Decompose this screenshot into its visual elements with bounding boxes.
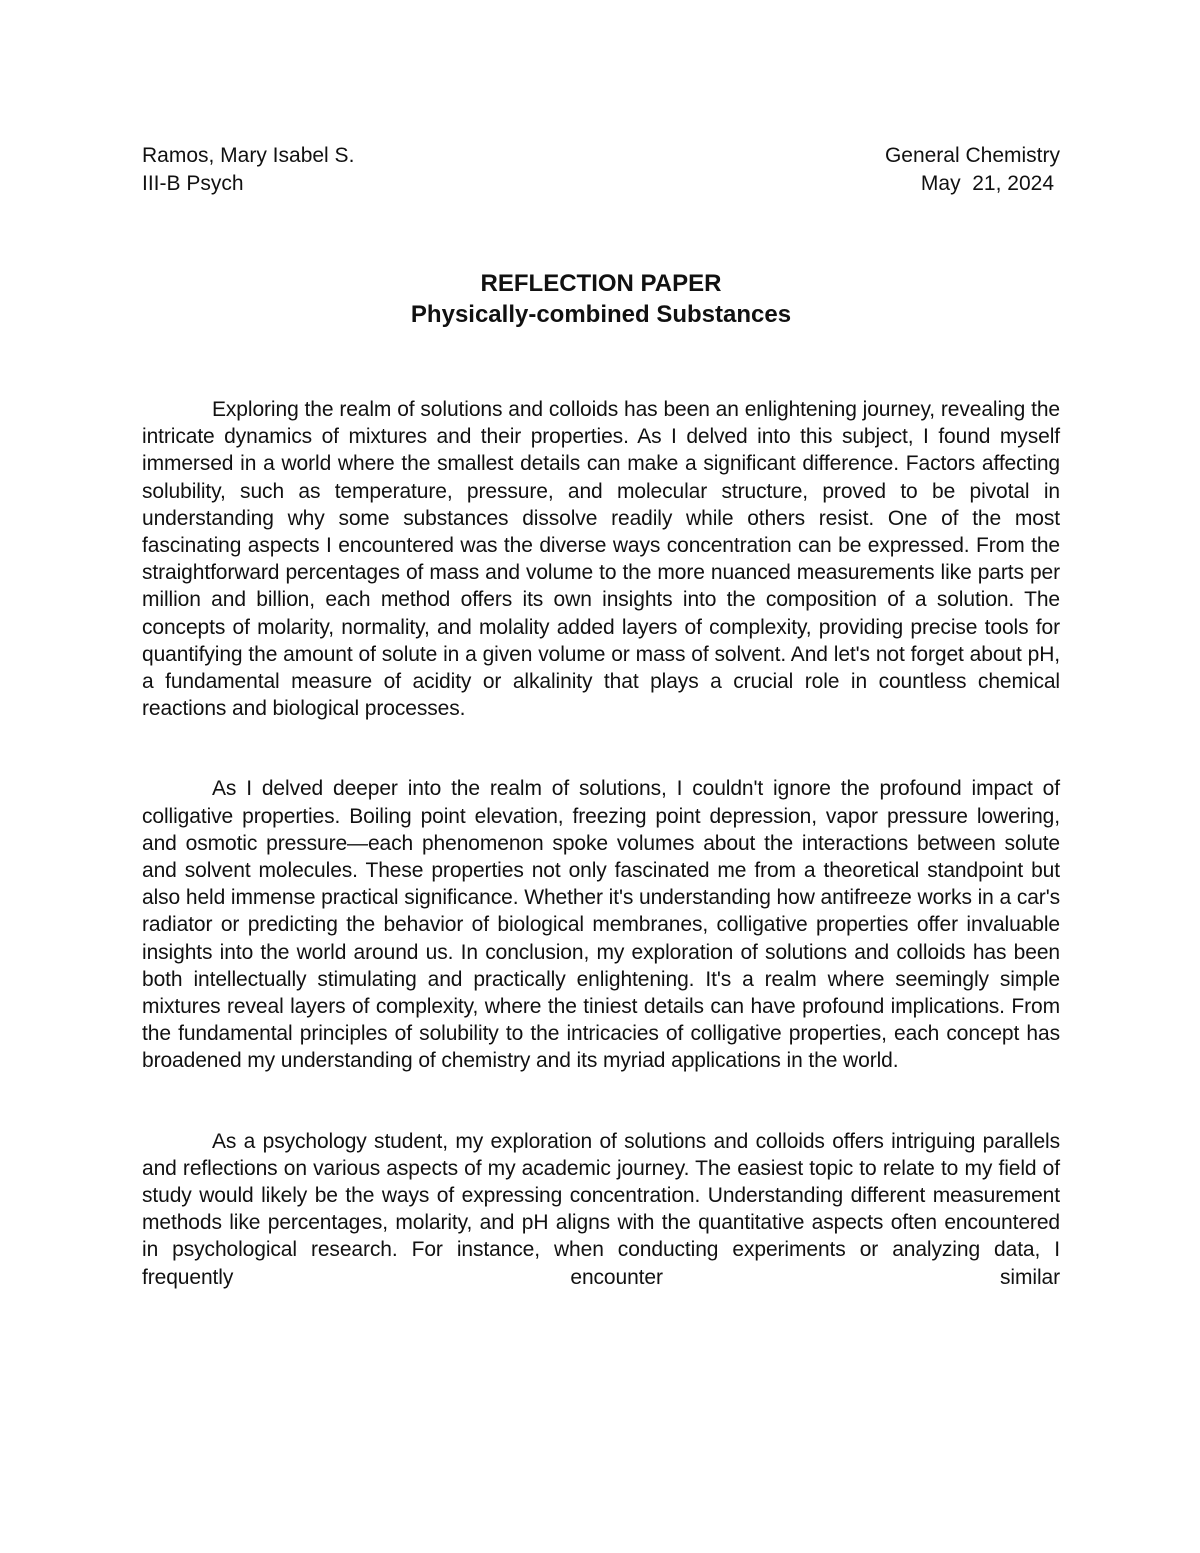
header-row-2 — [142, 170, 1060, 198]
document-subtitle: Physically-combined Substances — [410, 301, 792, 328]
student-section: III-B Psych — [142, 172, 244, 195]
course-name: General Chemistry — [884, 144, 1060, 167]
header-row-1 — [142, 142, 1060, 170]
paragraph-2: As I delved deeper into the realm of solutions, I couldn't ignore the profound impact of colligative properties. Boiling point elevation, freezing point depression, vapor pressure lowering, and osmotic pressure—each phenomenon spoke volumes about the interactions between solute and solvent molecules. These properties not only fascinated me from a theoretical standpoint but also held immense practical significance. Whether it's understanding how antifreeze works in a car's radiator or predicting the behavior of biological membranes, colligative properties offer invaluable insights into the world around us. In conclusion, my exploration of solutions and colloids has been both intellectually stimulating and practically enlightening. It's a realm where seemingly simple mixtures reveal layers of complexity, where the tiniest details can have profound implications. From the fundamental principles of solubility to the intricacies of colligative properties, each concept has broadened my understanding of chemistry and its myriad applications in the world. — [142, 777, 1060, 1073]
student-name: Ramos, Mary Isabel S. — [142, 144, 355, 167]
title-block — [142, 268, 1060, 330]
paragraph-spacer — [142, 1075, 1060, 1128]
document-header — [142, 142, 1060, 198]
paragraph-3: As a psychology student, my exploration of solutions and colloids offers intriguing parallels and reflections on various aspects of my academic journey. The easiest topic to relate to my field of study would likely be the ways of expressing concentration. Understanding different measurement methods like percentages, molarity, and pH aligns with the quantitative aspects often encountered in psychological research. For instance, when conducting experiments or analyzing data, I frequently encounter similar — [142, 1129, 1060, 1289]
document-body — [142, 396, 1060, 1291]
paragraph-spacer — [142, 722, 1060, 775]
paragraph-1: Exploring the realm of solutions and colloids has been an enlightening journey, revealing the intricate dynamics of mixtures and their properties. As I delved into this subject, I found myself immersed in a world where the smallest details can make a significant difference. Factors affecting solubility, such as temperature, pressure, and molecular structure, proved to be pivotal in understanding why some substances dissolve readily while others resist. One of the most fascinating aspects I encountered was the diverse ways concentration can be expressed. From the straightforward percentages of mass and volume to the more nuanced measurements like parts per million and billion, each method offers its own insights into the composition of a solution. The concepts of molarity, normality, and molality added layers of complexity, providing precise tools for quantifying the amount of solute in a given volume or mass of solvent. And let's not forget about pH, a fundamental measure of acidity or alkalinity that plays a crucial role in countless chemical reactions and biological processes. — [142, 398, 1060, 721]
document-title: REFLECTION PAPER — [480, 270, 722, 297]
document-date: May 21, 2024 — [920, 172, 1054, 195]
